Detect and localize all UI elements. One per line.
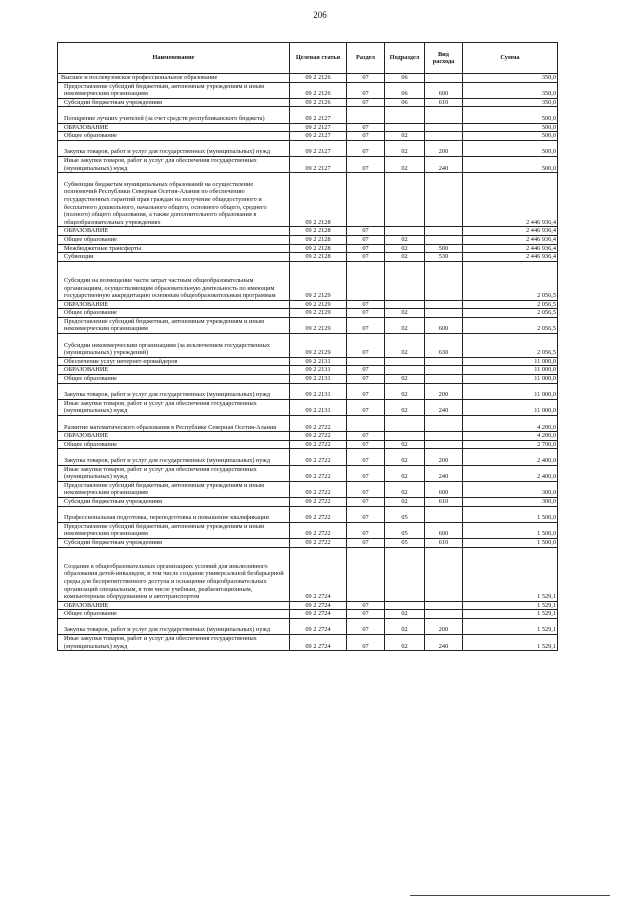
table-row <box>58 506 558 522</box>
cell-target: 09 2 2128 <box>290 244 347 253</box>
cell-target: 09 2 2722 <box>290 506 347 522</box>
cell-name: ОБРАЗОВАНИЕ <box>58 601 290 610</box>
cell-expense <box>425 432 463 441</box>
cell-subsection: 02 <box>385 481 425 497</box>
cell-expense <box>425 132 463 141</box>
cell-expense: 500 <box>425 244 463 253</box>
table-row <box>58 481 558 497</box>
table-row <box>58 366 558 375</box>
cell-sum: 2 400,0 <box>463 465 558 481</box>
cell-sum: 350,0 <box>463 82 558 98</box>
cell-sum: 350,0 <box>463 98 558 107</box>
cell-name: Предоставление субсидий бюджетным, автономным учреждениям и иным некоммерческим организациям <box>58 481 290 497</box>
cell-target: 09 2 2127 <box>290 107 347 123</box>
cell-name: Общее образование <box>58 309 290 318</box>
cell-expense <box>425 300 463 309</box>
table-row <box>58 156 558 172</box>
cell-expense: 200 <box>425 449 463 465</box>
cell-expense <box>425 440 463 449</box>
cell-section: 07 <box>347 601 385 610</box>
cell-subsection: 06 <box>385 98 425 107</box>
cell-sum: 11 000,0 <box>463 375 558 384</box>
cell-section: 07 <box>347 300 385 309</box>
table-row <box>58 309 558 318</box>
cell-name: Поощрение лучших учителей (за счет средств республиканского бюджета) <box>58 107 290 123</box>
cell-sum: 1 500,0 <box>463 506 558 522</box>
cell-expense <box>425 416 463 432</box>
cell-expense: 240 <box>425 635 463 651</box>
cell-expense <box>425 601 463 610</box>
table-row <box>58 244 558 253</box>
cell-subsection: 06 <box>385 82 425 98</box>
cell-expense <box>425 173 463 227</box>
cell-expense <box>425 107 463 123</box>
table-row <box>58 98 558 107</box>
cell-sum: 2 056,5 <box>463 309 558 318</box>
cell-subsection: 02 <box>385 253 425 262</box>
cell-sum: 1 500,0 <box>463 538 558 547</box>
cell-name: Закупка товаров, работ и услуг для государственных (муниципальных) нужд <box>58 383 290 399</box>
cell-sum: 11 000,0 <box>463 399 558 415</box>
cell-name: Иные закупки товаров, работ и услуг для обеспечения государственных (муниципальных) нужд <box>58 465 290 481</box>
cell-target: 09 2 2129 <box>290 300 347 309</box>
cell-subsection: 02 <box>385 618 425 634</box>
cell-target: 09 2 2129 <box>290 309 347 318</box>
cell-sum: 11 000,0 <box>463 366 558 375</box>
cell-expense: 200 <box>425 383 463 399</box>
cell-target: 09 2 2127 <box>290 123 347 132</box>
cell-name: Общее образование <box>58 375 290 384</box>
cell-section <box>347 416 385 432</box>
table-row <box>58 253 558 262</box>
table-row <box>58 383 558 399</box>
cell-section: 07 <box>347 309 385 318</box>
cell-subsection: 02 <box>385 635 425 651</box>
cell-section: 07 <box>347 244 385 253</box>
table-body <box>58 74 558 651</box>
cell-name: Предоставление субсидий бюджетным, автономным учреждениям и иным некоммерческим организациям <box>58 317 290 333</box>
cell-target: 09 2 2126 <box>290 74 347 83</box>
table-row <box>58 227 558 236</box>
cell-name: ОБРАЗОВАНИЕ <box>58 300 290 309</box>
cell-target: 09 2 2722 <box>290 465 347 481</box>
cell-section: 07 <box>347 440 385 449</box>
cell-section: 07 <box>347 618 385 634</box>
cell-name: Общее образование <box>58 235 290 244</box>
header-target: Целевая статья <box>290 43 347 74</box>
cell-expense: 600 <box>425 317 463 333</box>
cell-expense: 630 <box>425 334 463 358</box>
cell-subsection <box>385 123 425 132</box>
cell-expense: 240 <box>425 399 463 415</box>
cell-subsection: 02 <box>385 465 425 481</box>
cell-name: ОБРАЗОВАНИЕ <box>58 227 290 236</box>
cell-target: 09 2 2722 <box>290 440 347 449</box>
cell-subsection <box>385 107 425 123</box>
cell-target: 09 2 2724 <box>290 547 347 601</box>
cell-sum: 2 400,0 <box>463 449 558 465</box>
cell-target: 09 2 2128 <box>290 253 347 262</box>
cell-subsection: 05 <box>385 538 425 547</box>
cell-subsection: 05 <box>385 522 425 538</box>
table-row <box>58 399 558 415</box>
cell-name: Развитие математического образования в Республике Северная Осетия-Алания <box>58 416 290 432</box>
cell-target: 09 2 2129 <box>290 317 347 333</box>
cell-sum: 500,0 <box>463 156 558 172</box>
cell-section: 07 <box>347 375 385 384</box>
cell-name: Закупка товаров, работ и услуг для государственных (муниципальных) нужд <box>58 449 290 465</box>
table-row <box>58 123 558 132</box>
cell-section: 07 <box>347 506 385 522</box>
cell-expense: 600 <box>425 481 463 497</box>
cell-section: 07 <box>347 538 385 547</box>
cell-name: Иные закупки товаров, работ и услуг для обеспечения государственных (муниципальных) нужд <box>58 635 290 651</box>
cell-subsection <box>385 416 425 432</box>
table-row <box>58 140 558 156</box>
cell-expense: 610 <box>425 98 463 107</box>
table-row <box>58 416 558 432</box>
cell-section: 07 <box>347 399 385 415</box>
table-row <box>58 334 558 358</box>
cell-name: Субсидии некоммерческим организациям (за исключением государственных (муниципальных) учреждений) <box>58 334 290 358</box>
cell-section: 07 <box>347 610 385 619</box>
cell-sum: 2 446 936,4 <box>463 227 558 236</box>
table-row <box>58 300 558 309</box>
cell-name: Закупка товаров, работ и услуг для государственных (муниципальных) нужд <box>58 618 290 634</box>
cell-expense <box>425 375 463 384</box>
cell-subsection <box>385 601 425 610</box>
cell-sum: 500,0 <box>463 132 558 141</box>
cell-expense <box>425 610 463 619</box>
cell-name: Иные закупки товаров, работ и услуг для обеспечения государственных (муниципальных) нужд <box>58 156 290 172</box>
cell-name: Общее образование <box>58 440 290 449</box>
cell-expense: 600 <box>425 82 463 98</box>
cell-section: 07 <box>347 497 385 506</box>
cell-subsection: 02 <box>385 140 425 156</box>
cell-section: 07 <box>347 317 385 333</box>
cell-section: 07 <box>347 253 385 262</box>
cell-subsection <box>385 227 425 236</box>
cell-target: 09 2 2126 <box>290 82 347 98</box>
cell-name: Иные закупки товаров, работ и услуг для обеспечения государственных (муниципальных) нужд <box>58 399 290 415</box>
table-row <box>58 235 558 244</box>
cell-target: 09 2 2722 <box>290 497 347 506</box>
cell-expense <box>425 366 463 375</box>
table-row <box>58 432 558 441</box>
cell-section: 07 <box>347 227 385 236</box>
cell-name: Обеспечение услуг интернет-провайдеров <box>58 357 290 366</box>
cell-target: 09 2 2131 <box>290 357 347 366</box>
cell-sum: 1 529,1 <box>463 635 558 651</box>
cell-target: 09 2 2131 <box>290 399 347 415</box>
cell-target: 09 2 2722 <box>290 481 347 497</box>
cell-name: ОБРАЗОВАНИЕ <box>58 366 290 375</box>
table-row <box>58 610 558 619</box>
cell-expense <box>425 506 463 522</box>
cell-expense <box>425 309 463 318</box>
cell-sum: 500,0 <box>463 107 558 123</box>
table-row <box>58 497 558 506</box>
cell-subsection: 02 <box>385 235 425 244</box>
cell-expense: 610 <box>425 497 463 506</box>
cell-target: 09 2 2127 <box>290 132 347 141</box>
table-row <box>58 547 558 601</box>
cell-sum: 11 000,0 <box>463 383 558 399</box>
cell-section: 07 <box>347 635 385 651</box>
cell-section <box>347 107 385 123</box>
cell-name: Общее образование <box>58 610 290 619</box>
cell-subsection: 02 <box>385 497 425 506</box>
table-row <box>58 74 558 83</box>
table-row <box>58 449 558 465</box>
cell-subsection: 02 <box>385 132 425 141</box>
cell-section: 07 <box>347 465 385 481</box>
cell-expense <box>425 227 463 236</box>
cell-expense <box>425 74 463 83</box>
cell-target: 09 2 2131 <box>290 375 347 384</box>
cell-expense: 240 <box>425 465 463 481</box>
cell-subsection: 02 <box>385 244 425 253</box>
cell-target: 09 2 2722 <box>290 449 347 465</box>
cell-expense: 200 <box>425 140 463 156</box>
cell-subsection: 02 <box>385 317 425 333</box>
cell-target: 09 2 2722 <box>290 432 347 441</box>
cell-name: Субсидии бюджетным учреждениям <box>58 497 290 506</box>
cell-name: Предоставление субсидий бюджетным, автономным учреждениям и иным некоммерческим организациям <box>58 522 290 538</box>
header-expense: Вид расхода <box>425 43 463 74</box>
cell-expense <box>425 261 463 300</box>
cell-subsection: 02 <box>385 449 425 465</box>
cell-expense: 200 <box>425 618 463 634</box>
cell-name: Субсидии бюджетным учреждениям <box>58 98 290 107</box>
header-name: Наименование <box>58 43 290 74</box>
cell-expense <box>425 357 463 366</box>
table-row <box>58 173 558 227</box>
cell-name: Закупка товаров, работ и услуг для государственных (муниципальных) нужд <box>58 140 290 156</box>
cell-subsection: 06 <box>385 74 425 83</box>
cell-target: 09 2 2131 <box>290 383 347 399</box>
header-section: Раздел <box>347 43 385 74</box>
cell-name: ОБРАЗОВАНИЕ <box>58 123 290 132</box>
cell-section: 07 <box>347 334 385 358</box>
header-subsection: Подраздел <box>385 43 425 74</box>
cell-target: 09 2 2722 <box>290 522 347 538</box>
cell-sum: 2 056,5 <box>463 300 558 309</box>
cell-sum: 1 529,1 <box>463 610 558 619</box>
cell-section: 07 <box>347 140 385 156</box>
cell-sum: 350,0 <box>463 74 558 83</box>
table-row <box>58 465 558 481</box>
cell-subsection: 02 <box>385 309 425 318</box>
table-row <box>58 107 558 123</box>
cell-sum: 1 529,1 <box>463 618 558 634</box>
cell-name: Субвенции <box>58 253 290 262</box>
cell-section: 07 <box>347 74 385 83</box>
cell-name: Высшее и послевузовское профессиональное образование <box>58 74 290 83</box>
table-row <box>58 82 558 98</box>
table-row <box>58 261 558 300</box>
cell-sum: 2 446 936,4 <box>463 235 558 244</box>
cell-target: 09 2 2128 <box>290 235 347 244</box>
cell-sum: 2 446 936,4 <box>463 173 558 227</box>
header-sum: Сумма <box>463 43 558 74</box>
cell-name: Межбюджетные трансферты <box>58 244 290 253</box>
cell-sum: 11 000,0 <box>463 357 558 366</box>
cell-sum: 4 200,0 <box>463 432 558 441</box>
cell-section: 07 <box>347 449 385 465</box>
table-header <box>58 43 558 74</box>
cell-subsection <box>385 366 425 375</box>
cell-sum: 4 200,0 <box>463 416 558 432</box>
cell-sum: 1 529,1 <box>463 601 558 610</box>
cell-section: 07 <box>347 366 385 375</box>
cell-section <box>347 357 385 366</box>
cell-name: Субсидии бюджетным учреждениям <box>58 538 290 547</box>
budget-table <box>57 42 558 651</box>
cell-expense: 600 <box>425 522 463 538</box>
cell-section <box>347 547 385 601</box>
cell-target: 09 2 2129 <box>290 261 347 300</box>
cell-subsection <box>385 300 425 309</box>
cell-section <box>347 261 385 300</box>
cell-section <box>347 173 385 227</box>
cell-target: 09 2 2127 <box>290 140 347 156</box>
table-row <box>58 317 558 333</box>
table-row <box>58 522 558 538</box>
cell-subsection: 02 <box>385 334 425 358</box>
cell-section: 07 <box>347 132 385 141</box>
cell-sum: 500,0 <box>463 123 558 132</box>
bottom-rule <box>410 895 610 896</box>
cell-expense <box>425 547 463 601</box>
cell-subsection <box>385 547 425 601</box>
cell-expense: 530 <box>425 253 463 262</box>
table-row <box>58 618 558 634</box>
cell-name: Профессиональная подготовка, переподготовка и повышение квалификации <box>58 506 290 522</box>
table-row <box>58 357 558 366</box>
cell-sum: 2 056,5 <box>463 334 558 358</box>
cell-expense: 610 <box>425 538 463 547</box>
cell-sum: 300,0 <box>463 497 558 506</box>
cell-name: ОБРАЗОВАНИЕ <box>58 432 290 441</box>
cell-name: Субсидии на возмещение части затрат частным общеобразовательным организациям, осуществляющим образовательную деятельность по имеющим государственную аккредитацию основным общеобразовательным программам <box>58 261 290 300</box>
cell-target: 09 2 2722 <box>290 416 347 432</box>
cell-sum: 2 700,0 <box>463 440 558 449</box>
cell-subsection: 05 <box>385 506 425 522</box>
cell-subsection: 02 <box>385 440 425 449</box>
cell-sum: 2 446 936,4 <box>463 244 558 253</box>
cell-subsection: 02 <box>385 375 425 384</box>
cell-name: Создание в общеобразовательных организациях условий для инклюзивного образования детей-инвалидов, в том числе создание универсальной безбарьерной среды для беспрепятственного доступа и оснащение общеобразовательных организаций специальным, в том числе учебным, реабилитационным, компьютерным оборудованием и автотранспортом <box>58 547 290 601</box>
cell-sum: 1 529,1 <box>463 547 558 601</box>
table-row <box>58 132 558 141</box>
cell-target: 09 2 2722 <box>290 538 347 547</box>
cell-section: 07 <box>347 82 385 98</box>
table-row <box>58 601 558 610</box>
cell-target: 09 2 2127 <box>290 156 347 172</box>
cell-sum: 2 446 936,4 <box>463 253 558 262</box>
cell-expense: 240 <box>425 156 463 172</box>
cell-target: 09 2 2126 <box>290 98 347 107</box>
cell-subsection <box>385 357 425 366</box>
table-row <box>58 440 558 449</box>
cell-name: Субвенции бюджетам муниципальных образований на осуществление полномочий Республики Северная Осетия-Алания по обеспечению государственных гарантий прав граждан на получение общедоступного и бесплатного дошкольного, начального общего, основного общего, среднего (полного) общего образования, а также дополнительного образования в общеобразовательных учреждениях <box>58 173 290 227</box>
cell-subsection <box>385 432 425 441</box>
page-number: 206 <box>313 10 327 20</box>
table-row <box>58 375 558 384</box>
cell-section: 07 <box>347 235 385 244</box>
cell-section: 07 <box>347 156 385 172</box>
cell-sum: 300,0 <box>463 481 558 497</box>
cell-section: 07 <box>347 522 385 538</box>
cell-target: 09 2 2128 <box>290 227 347 236</box>
cell-target: 09 2 2131 <box>290 366 347 375</box>
cell-name: Общее образование <box>58 132 290 141</box>
cell-sum: 1 500,0 <box>463 522 558 538</box>
cell-subsection <box>385 261 425 300</box>
cell-subsection <box>385 173 425 227</box>
cell-section: 07 <box>347 123 385 132</box>
cell-target: 09 2 2724 <box>290 618 347 634</box>
cell-sum: 500,0 <box>463 140 558 156</box>
cell-target: 09 2 2724 <box>290 601 347 610</box>
cell-name: Предоставление субсидий бюджетным, автономным учреждениям и иным некоммерческим организациям <box>58 82 290 98</box>
cell-subsection: 02 <box>385 610 425 619</box>
cell-expense <box>425 235 463 244</box>
cell-target: 09 2 2128 <box>290 173 347 227</box>
cell-sum: 2 056,5 <box>463 317 558 333</box>
cell-expense <box>425 123 463 132</box>
cell-section: 07 <box>347 98 385 107</box>
cell-section: 07 <box>347 432 385 441</box>
table-row <box>58 635 558 651</box>
table-row <box>58 538 558 547</box>
cell-target: 09 2 2724 <box>290 635 347 651</box>
cell-section: 07 <box>347 383 385 399</box>
cell-subsection: 02 <box>385 399 425 415</box>
cell-sum: 2 056,5 <box>463 261 558 300</box>
cell-section: 07 <box>347 481 385 497</box>
cell-target: 09 2 2724 <box>290 610 347 619</box>
cell-subsection: 02 <box>385 156 425 172</box>
cell-target: 09 2 2129 <box>290 334 347 358</box>
cell-subsection: 02 <box>385 383 425 399</box>
